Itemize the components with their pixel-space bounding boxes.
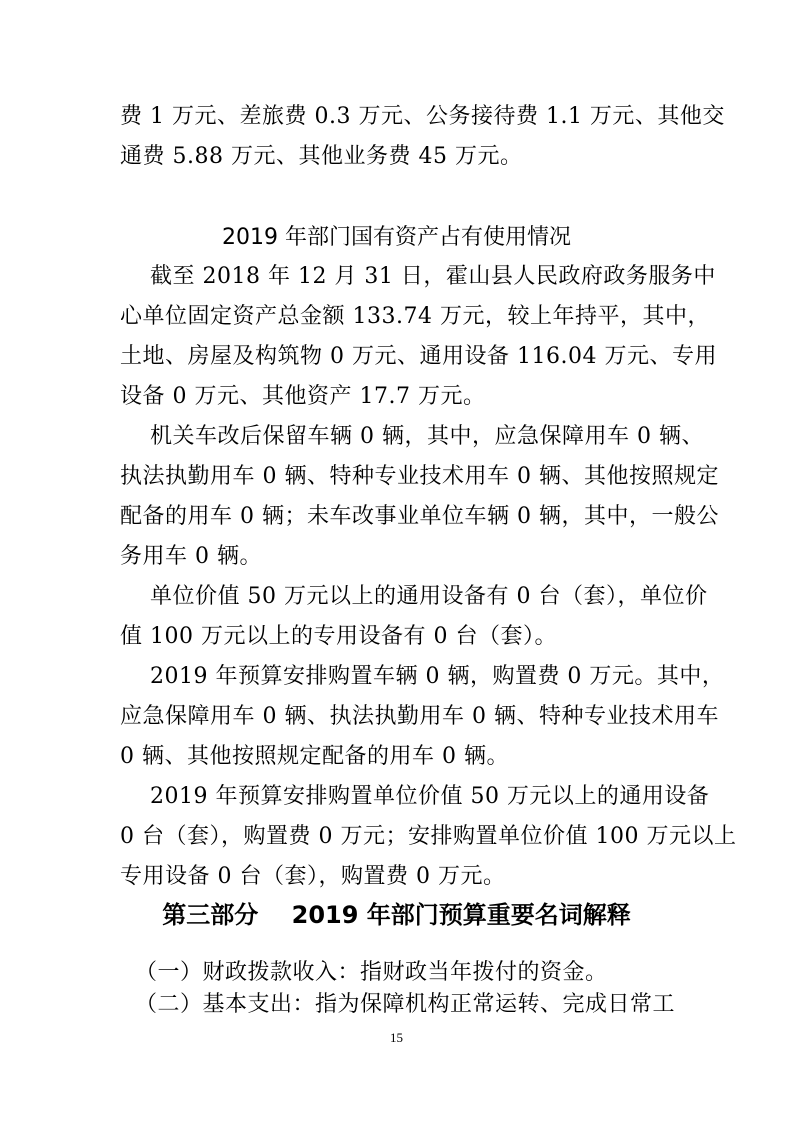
- paragraph-line: 费 1 万元、差旅费 0.3 万元、公务接待费 1.1 万元、其他交: [120, 104, 725, 129]
- paragraph-line: 截至 2018 年 12 月 31 日，霍山县人民政府政务服务中: [120, 264, 716, 289]
- page-number: 15: [390, 1030, 403, 1045]
- paragraph-line: 0 台（套），购置费 0 万元；安排购置单位价值 100 万元以上: [120, 824, 737, 849]
- paragraph-line: 土地、房屋及构筑物 0 万元、通用设备 116.04 万元、专用: [120, 344, 717, 369]
- paragraph-line: 配备的用车 0 辆；未车改事业单位车辆 0 辆，其中，一般公: [120, 504, 719, 529]
- paragraph-line: 通费 5.88 万元、其他业务费 45 万元。: [120, 144, 523, 169]
- paragraph-line: 心单位固定资产总金额 133.74 万元，较上年持平，其中，: [120, 304, 710, 329]
- section-heading: 2019 年部门国有资产占有使用情况: [222, 225, 571, 250]
- paragraph-line: 应急保障用车 0 辆、执法执勤用车 0 辆、特种专业技术用车: [120, 704, 719, 729]
- glossary-item: （一）财政拨款收入：指财政当年拨付的资金。: [120, 960, 608, 985]
- glossary-item: （二）基本支出：指为保障机构正常运转、完成日常工: [120, 992, 675, 1017]
- paragraph-line: 专用设备 0 台（套），购置费 0 万元。: [120, 864, 506, 889]
- paragraph-line: 0 辆、其他按照规定配备的用车 0 辆。: [120, 744, 509, 769]
- paragraph-line: 机关车改后保留车辆 0 辆，其中，应急保障用车 0 辆、: [120, 424, 704, 449]
- paragraph-line: 务用车 0 辆。: [120, 544, 262, 569]
- paragraph-line: 设备 0 万元、其他资产 17.7 万元。: [120, 384, 486, 409]
- paragraph-line: 2019 年预算安排购置车辆 0 辆，购置费 0 万元。其中，: [120, 664, 725, 689]
- paragraph-line: 值 100 万元以上的专用设备有 0 台（套）。: [120, 624, 557, 649]
- paragraph-line: 单位价值 50 万元以上的通用设备有 0 台（套），单位价: [120, 584, 708, 609]
- paragraph-line: 执法执勤用车 0 辆、特种专业技术用车 0 辆、其他按照规定: [120, 464, 719, 489]
- part-heading: 第三部分 2019 年部门预算重要名词解释: [162, 901, 631, 929]
- paragraph-line: 2019 年预算安排购置单位价值 50 万元以上的通用设备: [120, 784, 710, 809]
